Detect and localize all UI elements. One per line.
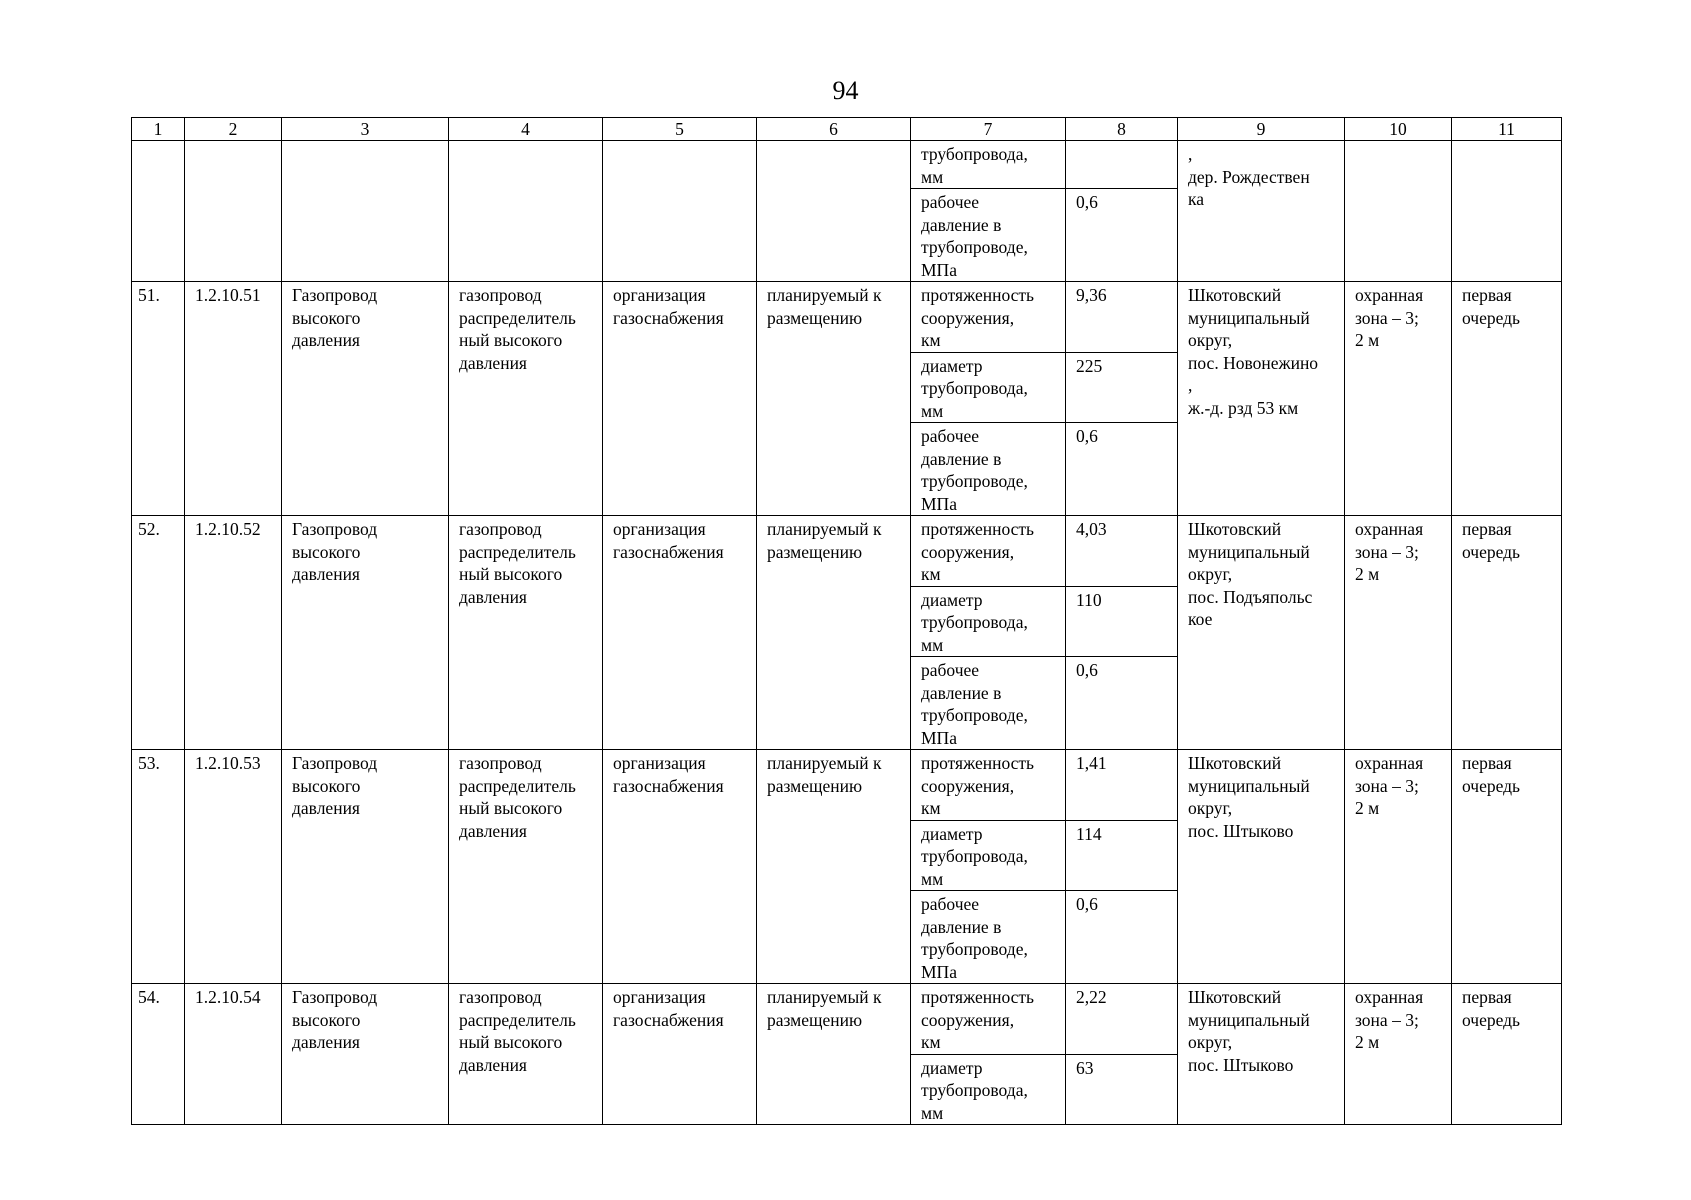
empty-cell: [1452, 141, 1562, 282]
column-number: 6: [757, 118, 911, 141]
location-cell: Шкотовский муниципальный округ, пос. Новонежино , ж.-д. рзд 53 км: [1178, 282, 1345, 516]
object-name: Газопровод высокого давления: [282, 984, 449, 1125]
page-number: 94: [832, 76, 859, 105]
column-number: 11: [1452, 118, 1562, 141]
param-value: 0,6: [1066, 189, 1178, 282]
param-name: диаметр трубопровода, мм: [911, 820, 1066, 891]
table-row: [132, 750, 1562, 821]
param-name: диаметр трубопровода, мм: [911, 586, 1066, 657]
object-code: 1.2.10.52: [185, 516, 282, 750]
zone-cell: охранная зона – 3; 2 м: [1345, 516, 1452, 750]
object-purpose: организация газоснабжения: [603, 750, 757, 984]
column-number: 3: [282, 118, 449, 141]
object-kind: газопровод распределитель ный высокого давления: [449, 984, 603, 1125]
param-value: 2,22: [1066, 984, 1178, 1055]
column-number: 4: [449, 118, 603, 141]
param-name: протяженность сооружения, км: [911, 516, 1066, 587]
stage-cell: первая очередь: [1452, 282, 1562, 516]
zone-cell: охранная зона – 3; 2 м: [1345, 984, 1452, 1125]
zone-cell: охранная зона – 3; 2 м: [1345, 750, 1452, 984]
column-number-row: [132, 118, 1562, 141]
param-name: диаметр трубопровода, мм: [911, 352, 1066, 423]
column-number: 9: [1178, 118, 1345, 141]
empty-cell: [603, 141, 757, 282]
row-number: 51.: [132, 282, 185, 516]
object-status: планируемый к размещению: [757, 516, 911, 750]
object-code: 1.2.10.53: [185, 750, 282, 984]
stage-cell: первая очередь: [1452, 516, 1562, 750]
object-code: 1.2.10.54: [185, 984, 282, 1125]
param-value: 4,03: [1066, 516, 1178, 587]
object-kind: газопровод распределитель ный высокого давления: [449, 282, 603, 516]
param-value: 0,6: [1066, 423, 1178, 516]
empty-cell: [449, 141, 603, 282]
row-number: 54.: [132, 984, 185, 1125]
zone-cell: охранная зона – 3; 2 м: [1345, 282, 1452, 516]
param-name: рабочее давление в трубопроводе, МПа: [911, 657, 1066, 750]
object-status: планируемый к размещению: [757, 984, 911, 1125]
param-value: 110: [1066, 586, 1178, 657]
objects-table: [131, 117, 1562, 1125]
object-kind: газопровод распределитель ный высокого давления: [449, 516, 603, 750]
object-name: Газопровод высокого давления: [282, 750, 449, 984]
param-name: диаметр трубопровода, мм: [911, 1054, 1066, 1125]
object-purpose: организация газоснабжения: [603, 282, 757, 516]
param-name: трубопровода, мм: [911, 141, 1066, 189]
object-purpose: организация газоснабжения: [603, 984, 757, 1125]
table-row: [132, 984, 1562, 1055]
location-cell: Шкотовский муниципальный округ, пос. Штыково: [1178, 984, 1345, 1125]
column-number: 1: [132, 118, 185, 141]
empty-cell: [757, 141, 911, 282]
param-value: 9,36: [1066, 282, 1178, 353]
empty-cell: [185, 141, 282, 282]
empty-cell: [1345, 141, 1452, 282]
param-name: протяженность сооружения, км: [911, 984, 1066, 1055]
object-status: планируемый к размещению: [757, 750, 911, 984]
param-name: рабочее давление в трубопроводе, МПа: [911, 423, 1066, 516]
param-value: 114: [1066, 820, 1178, 891]
column-number: 2: [185, 118, 282, 141]
column-number: 5: [603, 118, 757, 141]
row-number: 52.: [132, 516, 185, 750]
stage-cell: первая очередь: [1452, 984, 1562, 1125]
column-number: 8: [1066, 118, 1178, 141]
param-value: 0,6: [1066, 657, 1178, 750]
empty-cell: [282, 141, 449, 282]
empty-cell: [132, 141, 185, 282]
column-number: 10: [1345, 118, 1452, 141]
location-cell: Шкотовский муниципальный округ, пос. Штыково: [1178, 750, 1345, 984]
object-name: Газопровод высокого давления: [282, 282, 449, 516]
table-row: [132, 282, 1562, 353]
object-kind: газопровод распределитель ный высокого давления: [449, 750, 603, 984]
param-name: протяженность сооружения, км: [911, 282, 1066, 353]
object-name: Газопровод высокого давления: [282, 516, 449, 750]
object-purpose: организация газоснабжения: [603, 516, 757, 750]
param-value: 63: [1066, 1054, 1178, 1125]
location-cell: , дер. Рождествен ка: [1178, 141, 1345, 282]
param-value: 0,6: [1066, 891, 1178, 984]
param-value: [1066, 141, 1178, 189]
object-code: 1.2.10.51: [185, 282, 282, 516]
object-status: планируемый к размещению: [757, 282, 911, 516]
row-number: 53.: [132, 750, 185, 984]
param-value: 225: [1066, 352, 1178, 423]
param-name: рабочее давление в трубопроводе, МПа: [911, 891, 1066, 984]
continuation-row: [132, 141, 1562, 189]
param-name: протяженность сооружения, км: [911, 750, 1066, 821]
param-value: 1,41: [1066, 750, 1178, 821]
param-name: рабочее давление в трубопроводе, МПа: [911, 189, 1066, 282]
location-cell: Шкотовский муниципальный округ, пос. Подъяпольс кое: [1178, 516, 1345, 750]
column-number: 7: [911, 118, 1066, 141]
table-body: [132, 118, 1562, 1125]
stage-cell: первая очередь: [1452, 750, 1562, 984]
table-row: [132, 516, 1562, 587]
